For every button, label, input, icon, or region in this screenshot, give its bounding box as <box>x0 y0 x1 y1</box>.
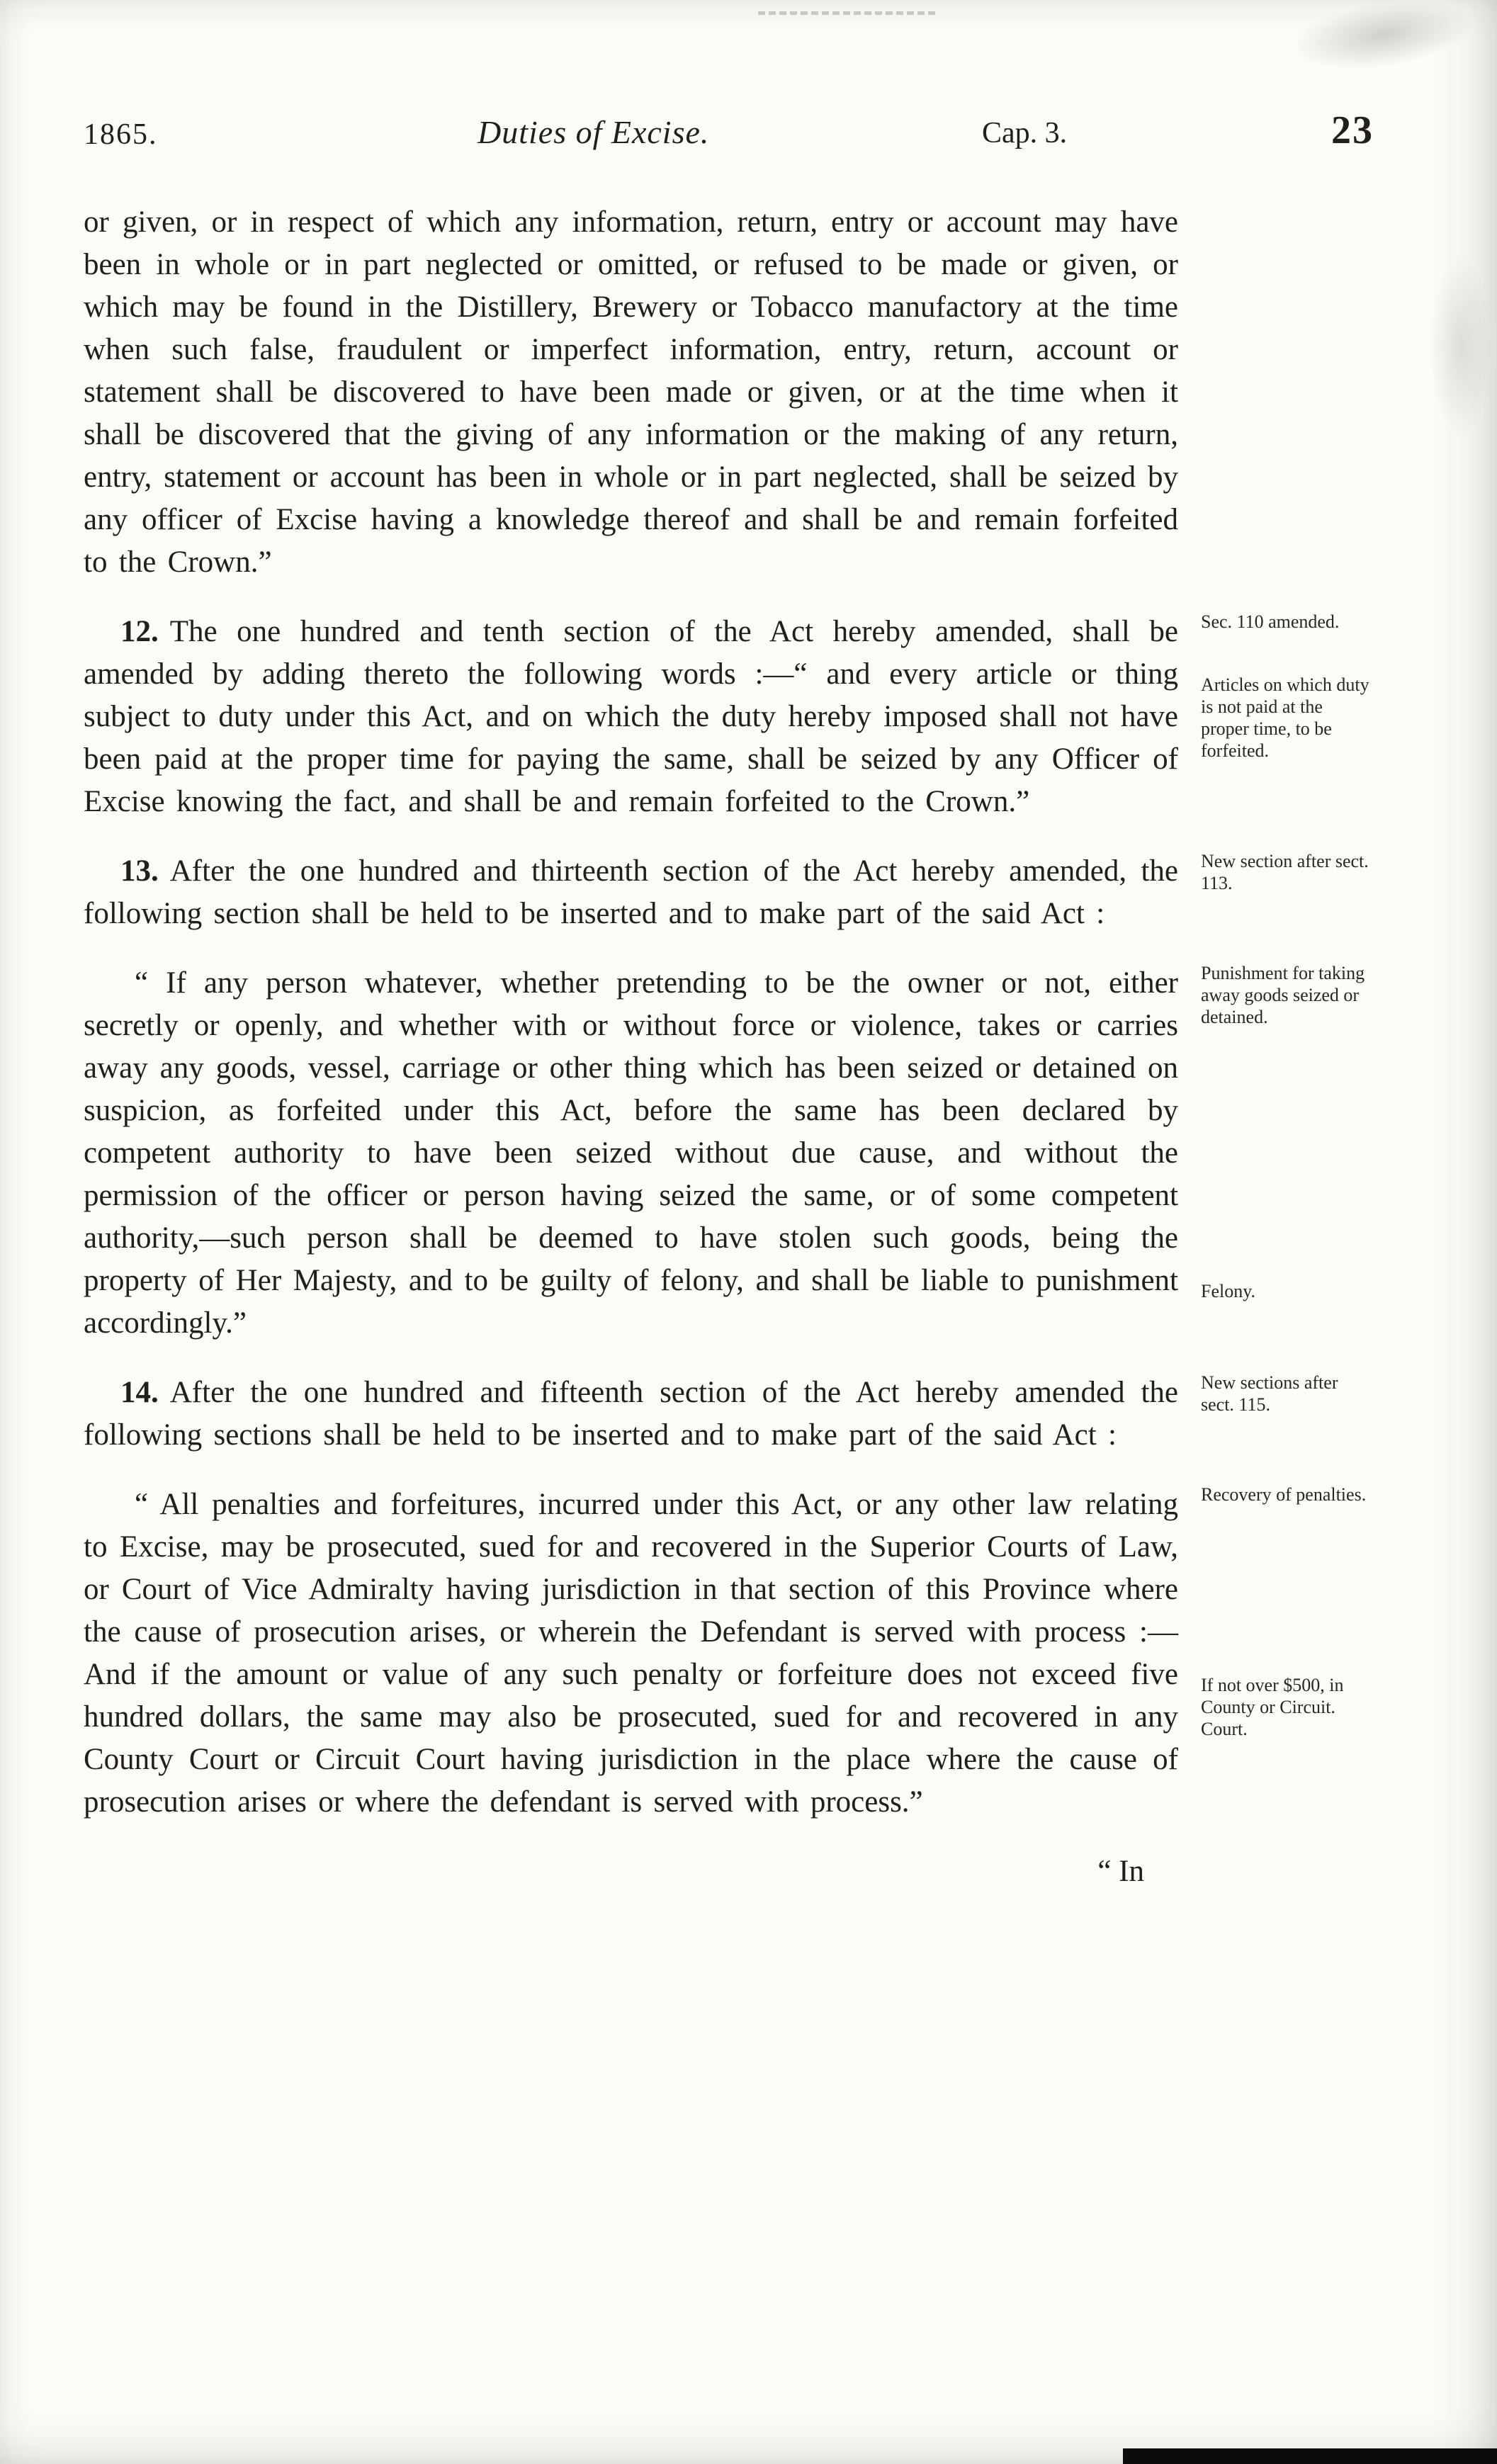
running-title: Duties of Excise. <box>478 114 710 150</box>
section-12-paragraph <box>84 611 1178 823</box>
section-14-quote-paragraph: “ All penalties and forfeitures, incurred under this Act, or any other law relating to Excise, may be prosecuted, sued for and recovered in the Superior Courts of Law, or Court of Vice Admiralty having jurisdiction in that section of this Province where the cause of prosecution arises, or wherein the Defendant is served with process :—And if the amount or value of any such penalty or forfeiture does not exceed five hundred dollars, the same may also be prosecuted, sued for and recovered in any County Court or Circuit Court having jurisdiction in the place where the cause of prosecution arises or where the defendant is served with process.” <box>84 1488 1178 1819</box>
section-14-number: 14. <box>120 1376 159 1409</box>
section-13-quote-paragraph: “ If any person whatever, whether pretending to be the owner or not, either secretly or openly, and whether with or without force or violence, takes or carries away any goods, vessel, carriage or other thing which has been seized or detained on suspicion, as forfeited under this Act, before the same has been declared by competent authority to have been seized without due cause, and without the permission of the officer or person having seized the same, or of some competent authority,—such person shall be deemed to have stolen such goods, being the property of Her Majesty, and to be guilty of felony, and shall be liable to punishment accordingly.” <box>84 966 1178 1340</box>
margin-note: Recovery of penalties. <box>1201 1484 1367 1505</box>
margin-notes-column <box>1201 962 1371 1302</box>
page-content <box>84 108 1384 1893</box>
margin-note: If not over $500, in County or Circuit. Court. <box>1201 1675 1344 1739</box>
margin-note: Articles on which duty is not paid at the proper time, to be forfeited. <box>1201 674 1369 761</box>
section-12-text: The one hundred and tenth section of the Act hereby amended, shall be amended by adding thereto the following words :—“ and every article or thing subject to duty under this Act, and on which the duty hereby imposed shall not have been paid at the proper time for paying the same, shall be seized by any Officer of Excise knowing the fact, and shall be and remain forfeited to the Crown.” <box>84 615 1178 818</box>
margin-note: Felony. <box>1201 1281 1256 1301</box>
section-13-text: After the one hundred and thirteenth section of the Act hereby amended, the following section shall be held to be inserted and to make part of the said Act : <box>84 854 1178 930</box>
section-14-quote-block <box>84 1484 1384 1824</box>
section-13-paragraph <box>84 850 1178 935</box>
margin-notes-column <box>1201 611 1371 762</box>
section-12-number: 12. <box>120 615 159 648</box>
page-body <box>84 201 1384 1893</box>
section-13-quote-block <box>84 962 1384 1345</box>
publication-year: 1865. <box>84 118 158 151</box>
scan-artifact-edge-strip <box>1123 2448 1497 2464</box>
section-14-paragraph <box>84 1372 1178 1457</box>
section-13-block <box>84 850 1384 935</box>
margin-note: New sections after sect. 115. <box>1201 1372 1338 1415</box>
margin-note: Punishment for taking away goods seized or detained. <box>1201 963 1365 1027</box>
chapter-label: Cap. 3. <box>982 117 1068 149</box>
scan-artifact-smudge <box>1288 0 1479 79</box>
margin-note: Sec. 110 amended. <box>1201 611 1340 632</box>
section-14-text: After the one hundred and fifteenth section of the Act hereby amended the following sections shall be held to be inserted and to make part of the said Act : <box>84 1376 1178 1452</box>
section-12-block <box>84 611 1384 823</box>
scan-artifact-smudge <box>1429 255 1493 439</box>
page-number: 23 <box>1331 108 1374 152</box>
page-header <box>84 108 1384 169</box>
continuation-block <box>84 201 1384 584</box>
margin-notes-column <box>1201 850 1371 894</box>
section-13-number: 13. <box>120 854 159 888</box>
section-14-block <box>84 1372 1384 1457</box>
margin-notes-column <box>1201 1484 1371 1740</box>
paragraph-continuation: or given, or in respect of which any information, return, entry or account may have been in whole or in part neglected or omitted, or refused to be made or given, or which may be found in the Distillery, Brewery or Tobacco manufactory at the time when such false, fraudulent or imperfect information, entry, return, account or statement shall be discovered to have been made or given, or at the time when it shall be discovered that the giving of any information or the making of any return, entry, statement or account has been in whole or in part neglected, shall be seized by any officer of Excise having a knowledge thereof and shall be and remain forfeited to the Crown.” <box>84 205 1178 579</box>
margin-notes-column <box>1201 1372 1371 1415</box>
margin-note: New section after sect. 113. <box>1201 851 1369 893</box>
scan-artifact-dashes <box>758 11 935 15</box>
catchword: “ In <box>1097 1855 1144 1888</box>
